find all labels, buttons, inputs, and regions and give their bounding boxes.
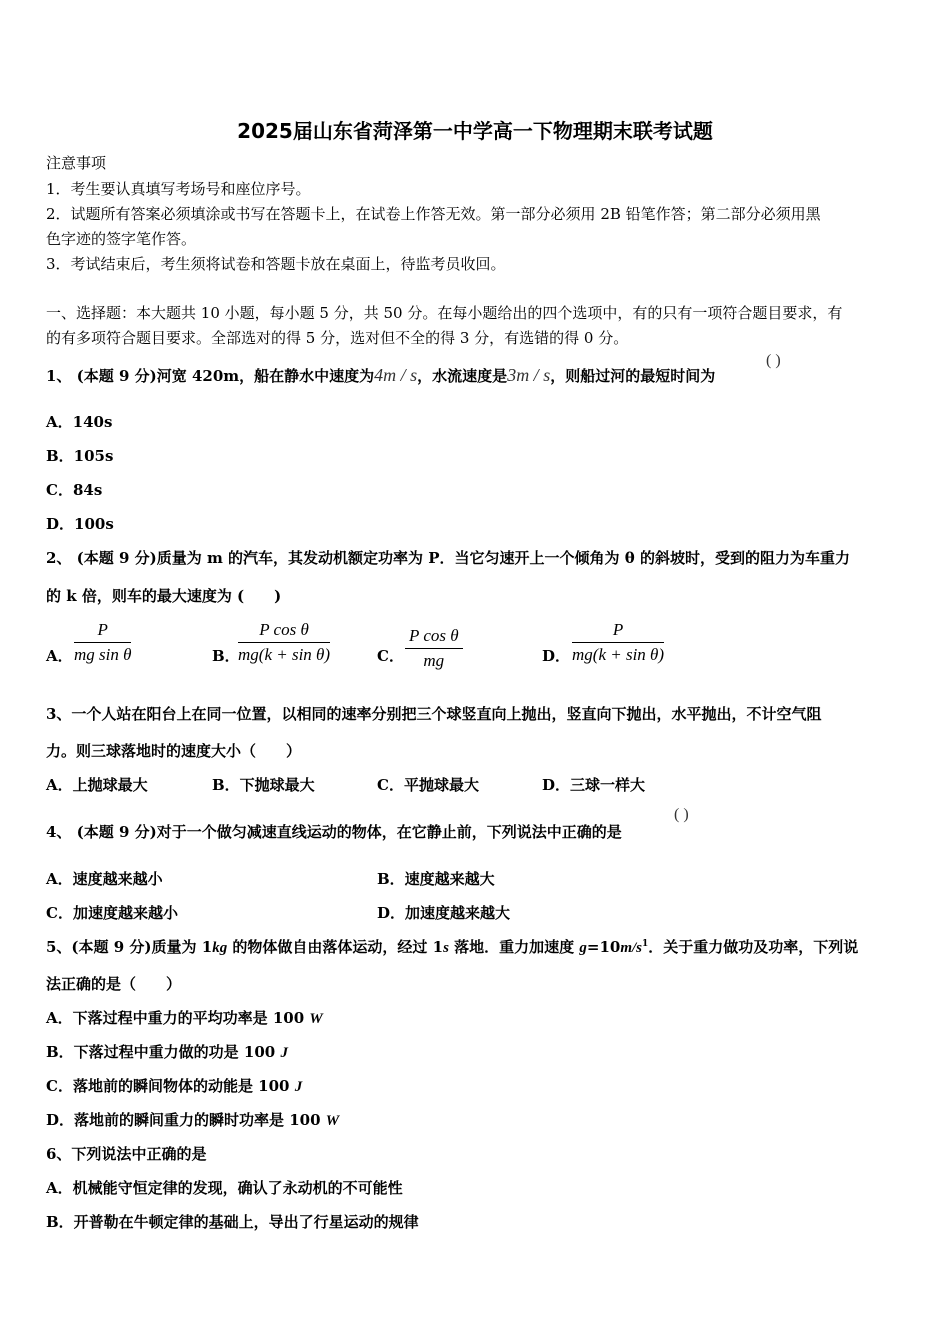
section-heading-cont: 的有多项符合题目要求。全部选对的得 5 分，选对但不全的得 3 分，有选错的得 0 分。 xyxy=(46,329,629,347)
q5-text: =10 xyxy=(586,938,621,956)
q5-symbol-g: g xyxy=(579,940,587,956)
question-4-stem: 4、 (本题 9 分)对于一个做匀减速直线运动的物体，在它静止前，下列说法中正确的是 xyxy=(46,823,622,841)
fraction-numerator: P cos θ xyxy=(238,620,330,643)
q1-option-b: B．105s xyxy=(46,447,114,465)
q2-option-c-fraction xyxy=(405,626,463,671)
q5-text: 5、(本题 9 分)质量为 1 xyxy=(46,938,213,956)
q1-speed-2: 3m / s xyxy=(507,365,551,385)
notice-item: 3．考试结束后，考生须将试卷和答题卡放在桌面上，待监考员收回。 xyxy=(46,255,506,273)
q5-unit-ms: m/s xyxy=(620,940,643,956)
q1-suffix: ，则船过河的最短时间为 xyxy=(550,367,716,385)
fraction-denominator: mg xyxy=(423,651,445,670)
q5-unit-kg: kg xyxy=(212,940,228,956)
q5-text: ．关于重力做功及功率，下列说 xyxy=(648,938,859,956)
fraction-denominator: mg(k + sin θ) xyxy=(238,645,331,664)
fraction-numerator: P cos θ xyxy=(405,626,463,649)
q5-text: 的物体做自由落体运动，经过 1 xyxy=(227,938,444,956)
q1-option-d: D．100s xyxy=(46,515,114,533)
q5-text: 落地．重力加速度 xyxy=(448,938,580,956)
q5-unit-s: s xyxy=(443,940,449,956)
option-text: B．下落过程中重力做的功是 100 xyxy=(46,1043,281,1061)
q3-option-c: C．平抛球最大 xyxy=(377,776,479,794)
question-6-stem: 6、下列说法中正确的是 xyxy=(46,1145,207,1163)
q6-option-b: B．开普勒在牛顿定律的基础上，导出了行星运动的规律 xyxy=(46,1213,419,1231)
q4-option-d: D．加速度越来越大 xyxy=(377,904,511,922)
question-3-stem-cont: 力。则三球落地时的速度大小（ ） xyxy=(46,742,302,760)
q4-option-b: B．速度越来越大 xyxy=(377,870,495,888)
option-unit: J xyxy=(280,1045,288,1061)
q5-option-b xyxy=(46,1041,288,1062)
option-unit: W xyxy=(325,1113,340,1129)
q6-option-a: A．机械能守恒定律的发现，确认了永动机的不可能性 xyxy=(46,1179,403,1197)
q1-speed-1: 4m / s xyxy=(374,365,418,385)
q1-prefix: 1、 (本题 9 分)河宽 420m，船在静水中速度为 xyxy=(46,367,375,385)
q4-option-c: C．加速度越来越小 xyxy=(46,904,178,922)
q5-option-d xyxy=(46,1109,339,1130)
q2-option-a-label: A． xyxy=(46,647,73,665)
q5-superscript: 1 xyxy=(642,939,649,949)
question-1-stem xyxy=(46,365,715,386)
fraction-denominator: mg sin θ xyxy=(74,645,132,664)
fraction-numerator: P xyxy=(74,620,131,643)
q2-option-d-fraction xyxy=(572,620,664,665)
q1-option-c: C．84s xyxy=(46,481,103,499)
notice-item: 色字迹的签字笔作答。 xyxy=(46,230,197,248)
q3-option-b: B．下抛球最大 xyxy=(212,776,315,794)
q2-option-a-fraction xyxy=(74,620,131,665)
q3-option-d: D．三球一样大 xyxy=(542,776,646,794)
section-heading: 一、选择题：本大题共 10 小题，每小题 5 分，共 50 分。在每小题给出的四个选项中，有的只有一项符合题目要求，有 xyxy=(46,304,843,322)
q4-option-a: A．速度越来越小 xyxy=(46,870,163,888)
notice-item: 2．试题所有答案必须填涂或书写在答题卡上，在试卷上作答无效。第一部分必须用 2B 铅笔作答；第二部分必须用黑 xyxy=(46,205,821,223)
option-unit: W xyxy=(309,1011,323,1027)
q1-answer-paren: ( ) xyxy=(766,352,781,369)
question-2-stem-cont: 的 k 倍，则车的最大速度为 ( ) xyxy=(46,587,282,605)
fraction-denominator: mg(k + sin θ) xyxy=(572,645,665,664)
option-text: C．落地前的瞬间物体的动能是 100 xyxy=(46,1077,295,1095)
q5-option-c xyxy=(46,1075,302,1096)
fraction-numerator: P xyxy=(572,620,664,643)
q3-option-a: A．上抛球最大 xyxy=(46,776,148,794)
q2-option-c-label: C． xyxy=(377,647,404,665)
notice-heading: 注意事项 xyxy=(46,154,107,172)
option-text: D．落地前的瞬间重力的瞬时功率是 100 xyxy=(46,1111,326,1129)
q2-option-b-label: B． xyxy=(212,647,240,665)
option-text: A．下落过程中重力的平均功率是 100 xyxy=(46,1009,310,1027)
question-5-stem-cont: 法正确的是（ ） xyxy=(46,975,182,993)
q4-answer-paren: ( ) xyxy=(674,806,689,823)
q1-option-a: A．140s xyxy=(46,413,113,431)
question-5-stem xyxy=(46,936,858,957)
option-unit: J xyxy=(294,1079,303,1095)
question-2-stem: 2、 (本题 9 分)质量为 m 的汽车，其发动机额定功率为 P．当它匀速开上一个倾角为 θ 的斜坡时，受到的阻力为车重力 xyxy=(46,549,851,567)
page-title: 2025届山东省菏泽第一中学高一下物理期末联考试题 xyxy=(237,119,713,143)
notice-item: 1．考生要认真填写考场号和座位序号。 xyxy=(46,180,311,198)
question-3-stem: 3、一个人站在阳台上在同一位置，以相同的速率分别把三个球竖直向上抛出，竖直向下抛出，水平抛出，不计空气阻 xyxy=(46,705,822,723)
q1-mid: ，水流速度是 xyxy=(417,367,508,385)
q5-option-a xyxy=(46,1007,323,1028)
q2-option-b-fraction xyxy=(238,620,330,665)
q2-option-d-label: D． xyxy=(542,647,571,665)
